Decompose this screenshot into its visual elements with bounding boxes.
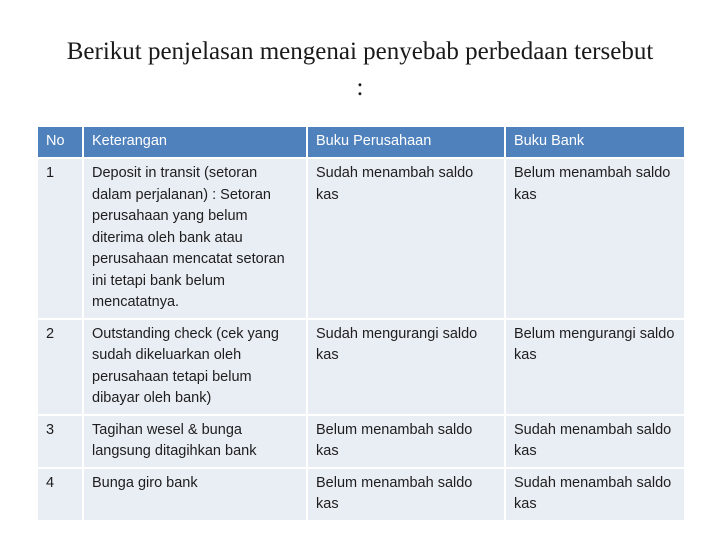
table-row <box>37 158 685 319</box>
table-row <box>37 319 685 415</box>
cell-no: 1 <box>37 158 83 319</box>
cell-buku-perusahaan: Sudah menambah saldo kas <box>307 158 505 319</box>
cell-keterangan: Bunga giro bank <box>83 468 307 521</box>
cell-buku-perusahaan: Sudah mengurangi saldo kas <box>307 319 505 415</box>
cell-buku-perusahaan: Belum menambah saldo kas <box>307 415 505 468</box>
cell-no: 3 <box>37 415 83 468</box>
cell-no: 2 <box>37 319 83 415</box>
cell-keterangan: Outstanding check (cek yang sudah dikeluarkan oleh perusahaan tetapi belum dibayar oleh bank) <box>83 319 307 415</box>
cell-buku-bank: Belum mengurangi saldo kas <box>505 319 685 415</box>
table-row <box>37 468 685 521</box>
explanation-table <box>36 125 686 522</box>
table-header-row <box>37 126 685 158</box>
table-row <box>37 415 685 468</box>
cell-buku-perusahaan: Belum menambah saldo kas <box>307 468 505 521</box>
slide-title-line-2: : <box>356 74 364 101</box>
cell-buku-bank: Sudah menambah saldo kas <box>505 468 685 521</box>
cell-keterangan: Deposit in transit (setoran dalam perjalanan) : Setoran perusahaan yang belum diterima oleh bank atau perusahaan mencatat setoran ini tetapi bank belum mencatatnya. <box>83 158 307 319</box>
cell-buku-bank: Belum menambah saldo kas <box>505 158 685 319</box>
column-header-buku-bank: Buku Bank <box>505 126 685 158</box>
slide-title <box>0 34 720 106</box>
slide-title-line-1: Berikut penjelasan mengenai penyebab perbedaan tersebut <box>66 38 654 65</box>
column-header-no: No <box>37 126 83 158</box>
cell-buku-bank: Sudah menambah saldo kas <box>505 415 685 468</box>
column-header-buku-perusahaan: Buku Perusahaan <box>307 126 505 158</box>
cell-keterangan: Tagihan wesel & bunga langsung ditagihkan bank <box>83 415 307 468</box>
column-header-keterangan: Keterangan <box>83 126 307 158</box>
cell-no: 4 <box>37 468 83 521</box>
